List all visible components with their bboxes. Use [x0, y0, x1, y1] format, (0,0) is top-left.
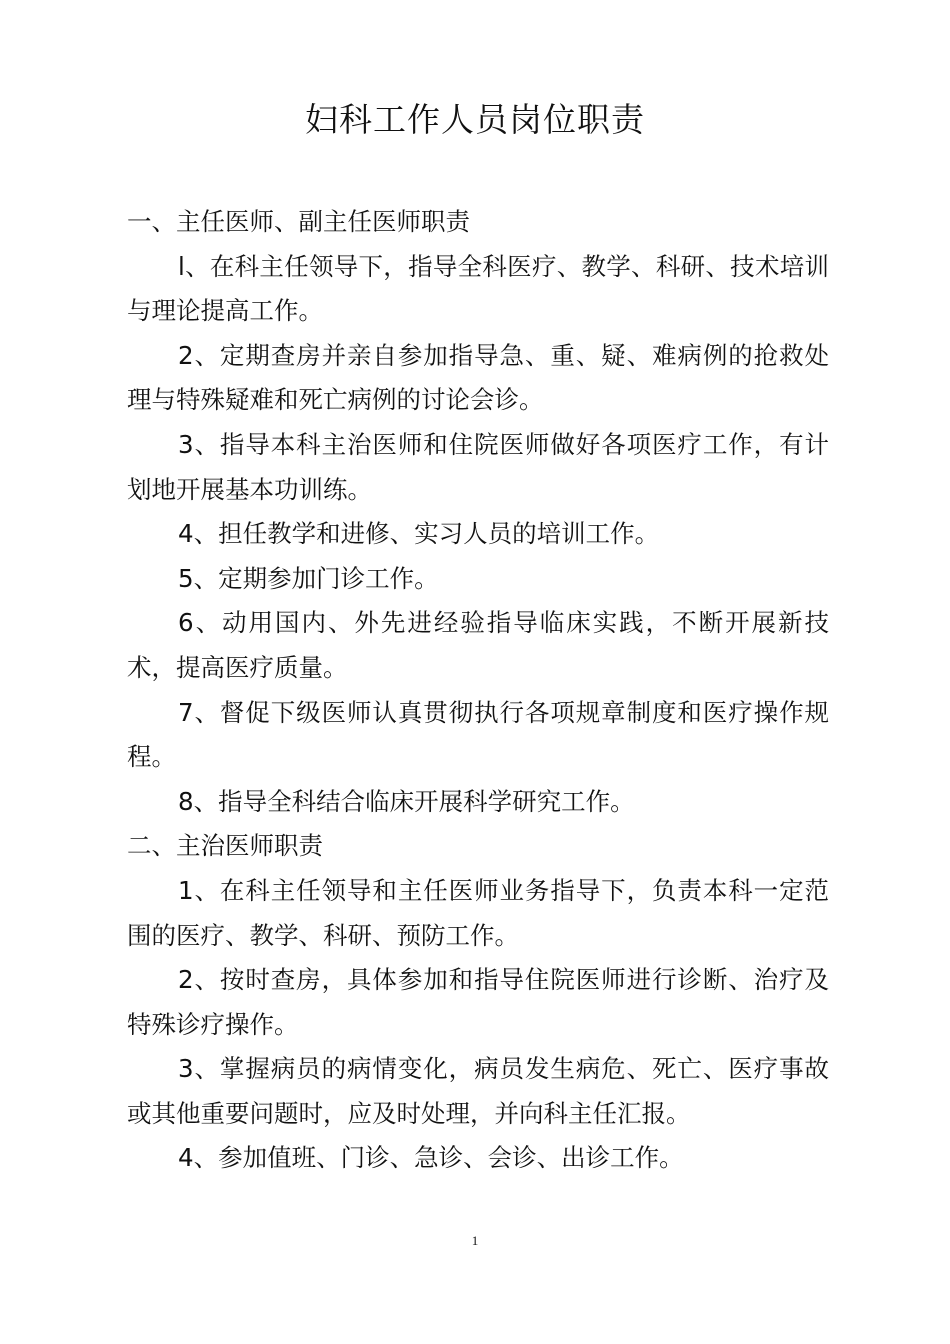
duty-item: 1、在科主任领导和主任医师业务指导下，负责本科一定范围的医疗、教学、科研、预防工作。 — [127, 875, 829, 950]
duty-item: 5、定期参加门诊工作。 — [178, 563, 439, 593]
duty-item: l、在科主任领导下，指导全科医疗、教学、科研、技术培训与理论提高工作。 — [127, 251, 829, 326]
duty-item: 3、指导本科主治医师和住院医师做好各项医疗工作，有计划地开展基本功训练。 — [127, 429, 829, 504]
document-title: 妇科工作人员岗位职责 — [305, 100, 645, 139]
duty-item: 2、按时查房，具体参加和指导住院医师进行诊断、治疗及特殊诊疗操作。 — [127, 965, 829, 1039]
duty-item: 2、定期查房并亲自参加指导急、重、疑、难病例的抢救处理与特殊疑难和死亡病例的讨论会诊。 — [127, 340, 829, 415]
duty-item: 4、担任教学和进修、实习人员的培训工作。 — [178, 519, 660, 549]
section-heading: 一、主任医师、副主任医师职责 — [127, 207, 470, 236]
duty-item: 7、督促下级医师认真贯彻执行各项规章制度和医疗操作规程。 — [127, 697, 829, 772]
duty-item: 4、参加值班、门诊、急诊、会诊、出诊工作。 — [178, 1143, 684, 1173]
duty-item: 8、指导全科结合临床开展科学研究工作。 — [178, 786, 635, 816]
document-body — [127, 200, 829, 1181]
section-heading: 二、主治医师职责 — [127, 831, 323, 861]
page-number: 1 — [471, 1233, 479, 1248]
duty-item: 6、动用国内、外先进经验指导临床实践，不断开展新技术，提高医疗质量。 — [127, 608, 829, 682]
duty-item: 3、掌握病员的病情变化，病员发生病危、死亡、医疗事故或其他重要问题时，应及时处理，并向科主任汇报。 — [127, 1054, 829, 1128]
